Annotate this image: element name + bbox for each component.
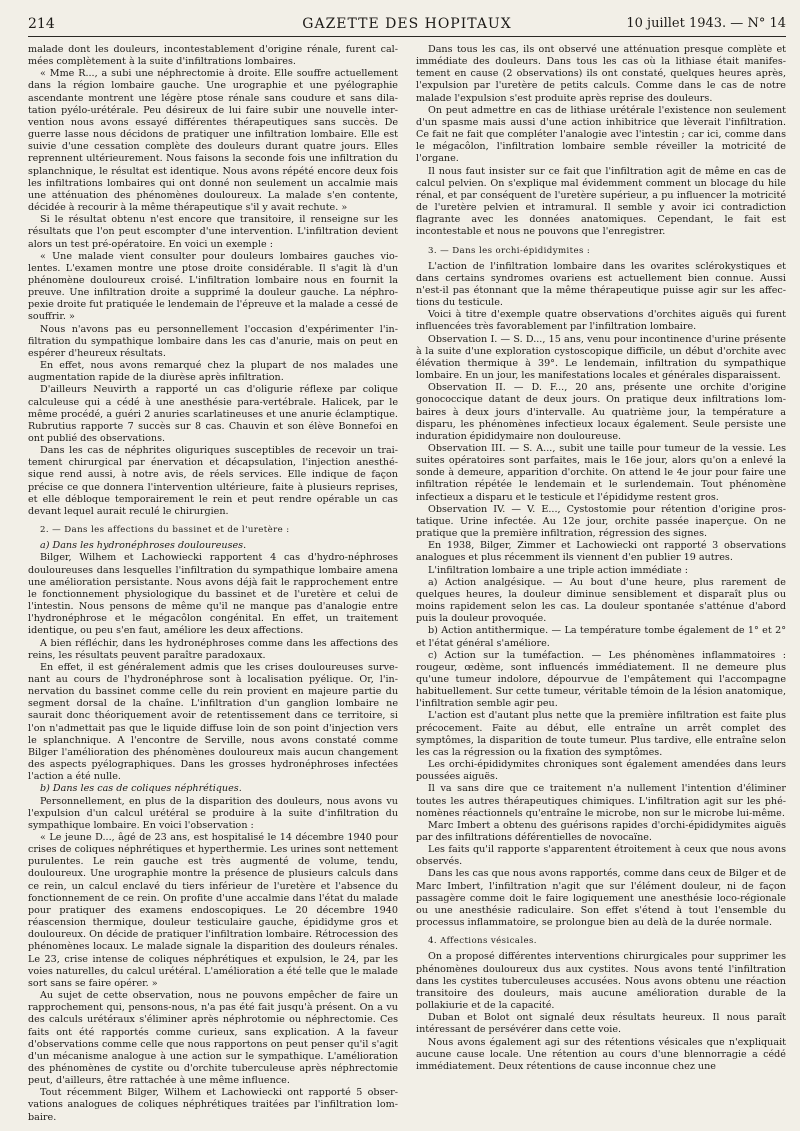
paragraph: Dans les cas que nous avons rapportés, comme dans ceux de Bilger et de Marc Imbert, l'infiltration n'agit que sur l'élément douleur, ni de façon passagère comme doit le faire logiquement une anesthésie loco-régionale ou une anesthésie radiculaire. Son effet s'étend à tout l'ensemble du processus inflammatoire, se prolongue bien au delà de la durée normale. [416, 868, 786, 929]
subsection-heading: a) Dans les hydronéphroses douloureuses. [40, 540, 247, 552]
paragraph: Il va sans dire que ce traitement n'a nullement l'intention d'éliminer toutes les autres thérapeutiques chimiques. L'infiltration agit sur les phénomènes réactionnels qu'entraîne le microbe, non sur le microbe lui-même. [416, 783, 786, 819]
paragraph: Nous avons également agi sur des rétentions vésicales que n'expliquait aucune cause locale. Une rétention au cours d'une blennorragie a cédé immédiatement. Deux rétentions de cause inconnue chez une [416, 1036, 786, 1072]
paragraph: D'ailleurs Neuvirth a rapporté un cas d'oligurie réflexe par colique calculeuse qui a cédé à une anesthésie para-vertébrale. Halicek, par le même procédé, a guéri 2 anuries scarlatineuses et une anurie éclamptique. Rubrutius rapporte 7 succès sur 8 cas. Chauvin et son élève Bonnefoi en ont publié des observations. [28, 384, 398, 444]
section-heading: 4. Affections vésicales. [428, 936, 537, 947]
page-header [28, 14, 786, 37]
paragraph: Observation II. — D. F..., 20 ans, présente une orchite d'origine gonococcique datant de deux jours. On pratique deux infiltrations lombaires à deux jours d'intervalle. Au quatrième jour, la température a disparu, les phénomènes infectieux locaux également. Seule persiste une induration épididymaire non douloureuse. [416, 382, 786, 442]
paragraph: En effet, il est généralement admis que les crises douloureuses survenant au cours de l'hydronéphrose sont à localisation pyélique. Or, l'innervation du bassinet comme celle du rein provient en majeure partie du segment dorsal de la chaîne. L'infiltration d'un ganglion lombaire ne saurait donc théoriquement avoir de retentissement dans ce territoire, si l'on n'admettait pas que le liquide diffuse loin de son point d'injection vers le splanchnique. A l'encontre de Serville, nous avons constaté comme Bilger l'amélioration des phénomènes douloureux mais aucun changement des aspects pyélographiques. Dans les grosses hydronéphroses infectées l'action a été nulle. [28, 661, 398, 783]
right-column [416, 44, 786, 1124]
paragraph: Dans tous les cas, ils ont observé une atténuation presque complète et immédiate des douleurs. Dans tous les cas où la lithiase était manifestement en cause (2 observations) ils ont constaté, quelques heures après, l'expulsion par l'uretère de petits calculs. Comme dans le cas de notre malade l'expulsion s'est produite après reprise des douleurs. [416, 44, 786, 104]
paragraph: L'action de l'infiltration lombaire dans les ovarites sclérokystiques et dans certains syndromes ovariens est actuellement bien connue. Aussi n'est-il pas étonnant que la même thérapeutique puisse agir sur les affections du testicule. [416, 260, 786, 309]
paragraph: Observation IV. — V. E..., Cystostomie pour rétention d'origine prostatique. Urine infectée. Au 12e jour, orchite passée inaperçue. On ne pratique que la première infiltration, régression des signes. [416, 503, 786, 540]
paragraph: Il nous faut insister sur ce fait que l'infiltration agit de même en cas de calcul pelvien. On s'explique mal évidemment comment un blocage du hile rénal, et par conséquent de l'uretère supérieur, a pu influencer la motricité de l'uretère pelvien et intramural. Il semble y avoir ici contradiction flagrante avec les données anatomiques. Cependant, le fait est incontestable et nous ne pouvons que l'enregistrer. [416, 165, 786, 238]
paragraph: L'infiltration lombaire a une triple action immédiate : [428, 564, 689, 576]
paragraph: L'action est d'autant plus nette que la première infiltration est faite plus précocement. Faite au début, elle entraîne un arrêt complet des symptômes, la disparition de toute tumeur. Plus tardive, elle entraîne selon les cas la régression ou la fixation des symptômes. [416, 710, 786, 758]
paragraph: « Mme R..., a subi une néphrectomie à droite. Elle souffre actuellement dans la région lombaire gauche. Une urographie et une pyélographie ascendante montrent une légère ptose rénale sans coudure et sans dilatation pyélo-urétérale. Peu désireux de lui faire subir une nouvelle intervention nous avons essayé différentes thérapeutiques sans succès. De guerre lasse nous décidons de pratiquer une infiltration lombaire. Elle est suivie d'une cessation complète des douleurs durant quatre jours. Elles reprennent ultérieurement. Nous faisons la seconde fois une infiltration du splanchnique, le résultat est identique. Nous avons répété encore deux fois les infiltrations lombaires qui ont donné non seulement un accalmie mais une atténuation des phénomènes douloureux. La malade s'en contente, décidée à recourir à la même thérapeutique s'il y avait rechute. » [28, 68, 398, 214]
paragraph: Observation III. — S. A..., subit une taille pour tumeur de la vessie. Les suites opératoires sont parfaites, mais le 16e jour, alors qu'on a enlevé la sonde à demeure, apparition d'orchite. On attend le 4e jour pour faire une infiltration répétée le lendemain et le surlendemain. Tout phénomène infectieux a disparu et le testicule et l'épididyme restent gros. [416, 443, 786, 503]
paragraph: Les orchi-épididymites chroniques sont également amendées dans leurs poussées aiguës. [416, 759, 786, 783]
paragraph: Duban et Bolot ont signalé deux résultats heureux. Il nous paraît intéressant de persévérer dans cette voie. [416, 1012, 786, 1036]
paragraph: Au sujet de cette observation, nous ne pouvons empêcher de faire un rapprochement qui, pensons-nous, n'a pas été fait jusqu'à présent. On a vu des calculs urétéraux s'éliminer après néphrotomie ou néphrectomie. Ces faits ont été rapportés comme curieux, sans explication. A la faveur d'observations comme celle que nous rapportons on peut penser qu'il s'agit d'un mécanisme analogue à une action sur le sympathique. L'amélioration des phénomènes de cystite ou d'orchite tuberculeuse après néphrectomie peut, d'ailleurs, être rattachée à une même influence. [28, 990, 398, 1087]
paragraph: A bien réfléchir, dans les hydronéphroses comme dans les affections des reins, les résultats peuvent paraître paradoxaux. [28, 637, 398, 661]
paragraph: Les faits qu'il rapporte s'apparentent étroitement à ceux que nous avons observés. [416, 844, 786, 868]
paragraph: c) Action sur la tuméfaction. — Les phénomènes inflammatoires : rougeur, œdème, sont influencés immédiatement. Il ne demeure plus qu'une tumeur indolore, dépourvue de l'empâtement qui l'accompagne habituellement. Sur cette tumeur, véritable témoin de la lésion anatomique, l'infiltration semble agir peu. [416, 649, 786, 710]
paragraph: Voici à titre d'exemple quatre observations d'orchites aiguës qui furent influencées très favorablement par l'infiltration lombaire. [416, 309, 786, 333]
paragraph: Nous n'avons pas eu personnellement l'occasion d'expérimenter l'infiltration du sympathique lombaire dans les cas d'anurie, mais on peut en espérer d'heureux résultats. [28, 323, 398, 359]
paragraph: En 1938, Bilger, Zimmer et Lachowiecki ont rapporté 3 observations analogues et plus récemment ils viennent d'en publier 19 autres. [416, 540, 786, 564]
paragraph: Tout récemment Bilger, Wilhem et Lachowiecki ont rapporté 5 observations analogues de coliques néphrétiques traitées par l'infiltration lombaire. [28, 1087, 398, 1123]
paragraph: On peut admettre en cas de lithiase urétérale l'existence non seulement d'un spasme mais aussi d'une action inhibitrice que lèverait l'infiltration. Ce fait ne fait que compléter l'analogie avec l'intestin ; car ici, comme dans le mégacôlon, l'infiltration lombaire semble réveiller la motricité de l'organe. [416, 104, 786, 165]
section-heading: 3. — Dans les orchi-épididymites : [428, 245, 591, 256]
journal-title: GAZETTE DES HOPITAUX [302, 16, 512, 32]
page-number: 214 [28, 16, 55, 32]
paragraph: Si le résultat obtenu n'est encore que transitoire, il renseigne sur les résultats que l'on peut escompter d'une intervention. L'infiltration devient alors un test pré-opératoire. En voici un exemple : [28, 214, 398, 250]
article-body [28, 44, 788, 1124]
paragraph: On a proposé différentes interventions chirurgicales pour supprimer les phénomènes douloureux dus aux cystites. Nous avons tenté l'infiltration dans les cystites tuberculeuses accusées. Nous avons obtenu une réaction transitoire des douleurs, mais aucune amélioration durable de la pollakiurie et de la capacité. [416, 951, 786, 1012]
section-heading: 2. — Dans les affections du bassinet et de l'uretère : [40, 525, 290, 536]
paragraph: « Une malade vient consulter pour douleurs lombaires gauches violentes. L'examen montre une ptose droite considérable. Il s'agit là d'un phénomène douloureux croisé. L'infiltration lombaire nous en fournit la preuve. Une infiltration droite a supprimé la douleur gauche. La néphropexie droite fut pratiquée le lendemain de l'épreuve et la malade a cessé de souffrir. » [28, 250, 398, 323]
paragraph: « Le jeune D..., âgé de 23 ans, est hospitalisé le 14 décembre 1940 pour crises de coliques néphrétiques et hyperthermie. Les urines sont nettement purulentes. Le rein gauche est très augmenté de volume, tendu, douloureux. Une urographie montre la présence de plusieurs calculs dans ce rein, un calcul enclavé du tiers inférieur de l'uretère et l'absence du fonctionnement de ce rein. On profite d'une accalmie dans l'état du malade pour pratiquer des examens endoscopiques. Le 20 décembre 1940 réascension thermique, douleur testiculaire gauche, épididyme gros et douloureux. On décide de pratiquer l'infiltration lombaire. Rétrocession des phénomènes locaux. Le malade signale la disparition des douleurs rénales. Le 23, crise intense de coliques néphrétiques et expulsion, le 24, par les voies naturelles, du calcul urétéral. L'amélioration a été telle que le malade sort sans se faire opérer. » [28, 832, 398, 989]
paragraph: a) Action analgésique. — Au bout d'une heure, plus rarement de quelques heures, la douleur diminue sensiblement et disparaît plus ou moins rapidement selon les cas. La douleur spontanée s'atténue d'abord puis la douleur provoquée. [416, 576, 786, 625]
left-column [28, 44, 398, 1124]
paragraph: Bilger, Wilhem et Lachowiecki rapportent 4 cas d'hydro-néphroses douloureuses dans lesquelles l'infiltration du sympathique lombaire amena une amélioration persistante. Nous avons déjà fait le rapprochement entre le fonctionnement physiologique du bassinet et de l'uretère et celui de l'intestin. Nous pensons de même qu'il ne manque pas d'analogie entre l'hydronéphrose et le mégacôlon congénital. En effet, un traitement identique, ou peu s'en faut, améliore les deux affections. [28, 552, 398, 637]
paragraph: En effet, nous avons remarqué chez la plupart de nos malades une augmentation rapide de la diurèse après infiltration. [28, 360, 398, 384]
paragraph: Personnellement, en plus de la disparition des douleurs, nous avons vu l'expulsion d'un calcul urétéral se produire à la suite d'infiltration du sympathique lombaire. En voici l'observation : [28, 795, 398, 831]
paragraph: Dans les cas de néphrites oliguriques susceptibles de recevoir un traitement chirurgical par énervation et décapsulation, l'injection anesthésique rend aussi, à notre avis, de réels services. Elle indique de façon précise ce que donnera l'intervention ultérieure, faite à plusieurs reprises, et elle débloque temporairement le rein et peut rendre opérable un cas devant lequel aurait reculé le chirurgien. [28, 445, 398, 517]
paragraph: b) Action antithermique. — La température tombe également de 1° et 2° et l'état général s'améliore. [416, 625, 786, 649]
paragraph: malade dont les douleurs, incontestablement d'origine rénale, furent calmées complètement à la suite d'infiltrations lombaires. [28, 44, 398, 68]
paragraph: Marc Imbert a obtenu des guérisons rapides d'orchi-épididymites aiguës par des infiltrations déférentielles de novocaïne. [416, 819, 786, 843]
subsection-heading: b) Dans les cas de coliques néphrétiques. [40, 783, 242, 795]
paragraph: Observation I. — S. D..., 15 ans, venu pour incontinence d'urine présente à la suite d'une exploration cystoscopique difficile, un début d'orchite avec élévation thermique à 39°. Le lendemain, infiltration du sympathique lombaire. En un jour, les manifestations locales et générales disparaissent. [416, 333, 786, 382]
issue-date: 10 juillet 1943. — N° 14 [626, 16, 786, 31]
